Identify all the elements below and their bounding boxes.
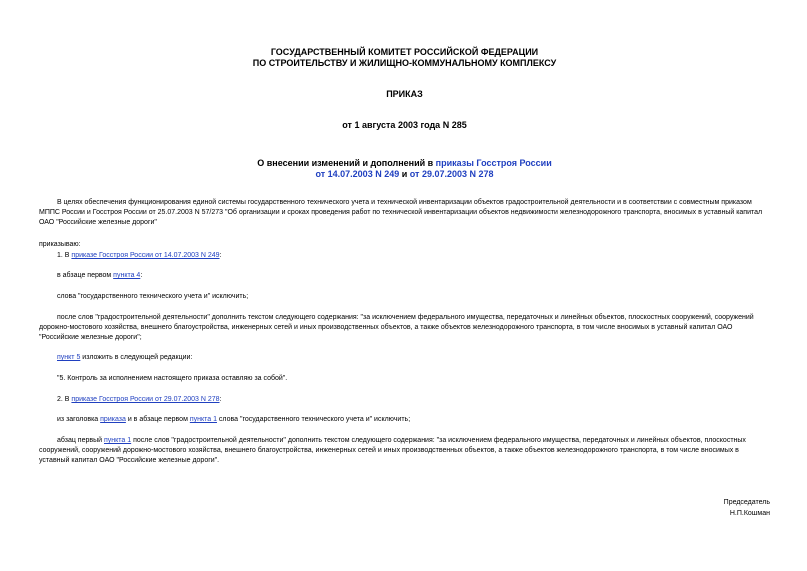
- signature-role: Председатель: [723, 499, 770, 506]
- item-1-d: [57, 353, 192, 363]
- item-1-b: слова "государственного технического учета и" исключить;: [57, 293, 249, 300]
- order-word: приказываю:: [39, 241, 81, 248]
- document-type: ПРИКАЗ: [386, 89, 423, 99]
- link-order-249[interactable]: приказе Госстроя России от 14.07.2003 N 249: [71, 252, 220, 259]
- item-1-a-suffix: :: [140, 272, 143, 279]
- issuer-line-2: ПО СТРОИТЕЛЬСТВУ И ЖИЛИЩНО-КОММУНАЛЬНОМУ КОМПЛЕКСУ: [252, 58, 557, 68]
- item-1-a-prefix: в абзаце первом: [57, 272, 114, 279]
- preamble-paragraph: В целях обеспечения функционирования единой системы государственного технического учета и технической инвентаризации объектов градостроительной деятельности и в соответствии с совместным приказом МППС России и Госстроя России от 25.07.2003 N 57/273 "Об организации и сроках проведения работ по технической инвентаризации объектов недвижимости железнодорожного транспорта, вносимых в уставный капитал ОАО "Российские железные дороги": [39, 199, 763, 226]
- link-point-5[interactable]: пункт 5: [57, 354, 81, 361]
- title-link-orders[interactable]: приказы Госстроя России: [435, 158, 552, 168]
- item-2-a-suffix: слова "государственного технического учета и" исключить;: [216, 416, 411, 423]
- link-order-278[interactable]: приказе Госстроя России от 29.07.2003 N 278: [71, 396, 220, 403]
- item-2-b-prefix: абзац первый: [57, 437, 104, 444]
- link-point-1-second[interactable]: пункта 1: [104, 437, 132, 444]
- issuer-line-1: ГОСУДАРСТВЕННЫЙ КОМИТЕТ РОССИЙСКОЙ ФЕДЕРАЦИИ: [270, 47, 539, 57]
- link-order[interactable]: приказа: [100, 416, 126, 423]
- title-mid: и: [399, 169, 410, 179]
- link-point-1[interactable]: пункта 1: [189, 416, 217, 423]
- item-1-a: [57, 271, 142, 281]
- document-title-line-2: [39, 169, 770, 180]
- item-2-a: [57, 415, 410, 425]
- item-2-a-mid: и в абзаце первом: [125, 416, 190, 423]
- item-1-prefix: 1. В: [57, 252, 72, 259]
- item-1: [57, 251, 221, 261]
- item-1-e: "5. Контроль за исполнением настоящего приказа оставляю за собой".: [57, 375, 288, 382]
- item-1-suffix: :: [219, 252, 222, 259]
- title-prefix: О внесении изменений и дополнений в: [257, 158, 436, 168]
- item-2-b: [39, 436, 770, 466]
- item-2: [57, 395, 221, 405]
- signature-name: Н.П.Кошман: [729, 510, 770, 517]
- link-point-4[interactable]: пункта 4: [113, 272, 141, 279]
- item-1-d-suffix: изложить в следующей редакции:: [80, 354, 193, 361]
- document-date-number: от 1 августа 2003 года N 285: [342, 120, 467, 130]
- document-title: [39, 158, 770, 169]
- item-2-a-prefix: из заголовка: [57, 416, 101, 423]
- item-2-b-suffix: после слов "градостроительной деятельности" дополнить текстом следующего содержания: "за исключением федерального имущества, передаточных и линейных объектов, плоскостных сооружений, сооружений дорожно-мостового хозяйства, внешнего благоустройства, инженерных сетей и иных производственных объектов, а также объектов железнодорожного транспорта, в том числе вносимых в уставный капитал ОАО "Российские железные дороги".: [39, 437, 746, 464]
- item-2-prefix: 2. В: [57, 396, 72, 403]
- title-link-order-278[interactable]: от 29.07.2003 N 278: [409, 169, 494, 179]
- item-2-suffix: :: [219, 396, 222, 403]
- item-1-c: после слов "градостроительной деятельности" дополнить текстом следующего содержания: "за исключением федерального имущества, передаточных и линейных объектов, плоскостных сооружений, сооружений дорожно-мостового хозяйства, внешнего благоустройства, инженерных сетей и иных производственных объектов, а также объектов железнодорожного транспорта, в том числе вносимых в уставный капитал ОАО "Российские железные дороги";: [39, 314, 754, 341]
- title-link-order-249[interactable]: от 14.07.2003 N 249: [315, 169, 400, 179]
